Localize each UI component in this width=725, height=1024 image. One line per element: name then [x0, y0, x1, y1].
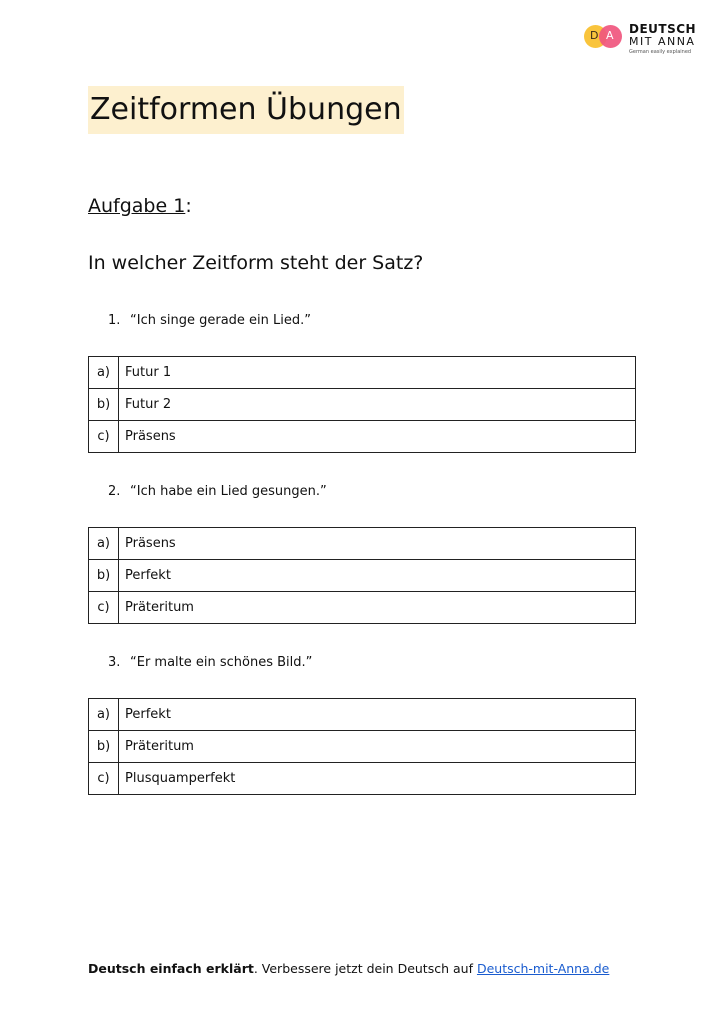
- option-letter: c): [89, 763, 119, 795]
- brand-logo: [584, 22, 704, 58]
- logo-brand-line1: DEUTSCH: [629, 22, 697, 36]
- option-letter: b): [89, 389, 119, 421]
- option-letter: c): [89, 421, 119, 453]
- options-table-3: [88, 698, 636, 795]
- task-heading: [88, 193, 192, 219]
- logo-tagline: German easily explained: [629, 49, 692, 55]
- page-footer: [88, 960, 609, 978]
- exercise-item-2: [108, 483, 327, 501]
- option-row[interactable]: [89, 560, 636, 592]
- item-number: 1.: [108, 313, 121, 328]
- item-number: 2.: [108, 484, 121, 499]
- option-letter: b): [89, 731, 119, 763]
- option-row[interactable]: [89, 421, 636, 453]
- option-row[interactable]: [89, 357, 636, 389]
- task-heading-colon: :: [185, 195, 192, 217]
- logo-brand-line2: MIT ANNA: [629, 35, 696, 48]
- option-text: Futur 2: [119, 389, 636, 421]
- option-row[interactable]: [89, 731, 636, 763]
- page-title: Zeitformen Übungen: [88, 86, 404, 134]
- option-row[interactable]: [89, 592, 636, 624]
- item-number: 3.: [108, 655, 121, 670]
- option-row[interactable]: [89, 699, 636, 731]
- logo-letter-a: A: [606, 29, 614, 42]
- option-letter: a): [89, 528, 119, 560]
- option-text: Perfekt: [119, 699, 636, 731]
- option-row[interactable]: [89, 389, 636, 421]
- option-letter: c): [89, 592, 119, 624]
- options-table-2: [88, 527, 636, 624]
- option-letter: a): [89, 357, 119, 389]
- option-text: Präteritum: [119, 592, 636, 624]
- option-letter: a): [89, 699, 119, 731]
- exercise-item-1: [108, 312, 311, 330]
- option-text: Präteritum: [119, 731, 636, 763]
- option-text: Plusquamperfekt: [119, 763, 636, 795]
- item-sentence: “Ich habe ein Lied gesungen.”: [130, 484, 327, 499]
- option-letter: b): [89, 560, 119, 592]
- option-text: Präsens: [119, 528, 636, 560]
- item-sentence: “Er malte ein schönes Bild.”: [130, 655, 313, 670]
- footer-website-link[interactable]: Deutsch-mit-Anna.de: [476, 961, 610, 976]
- task-question: In welcher Zeitform steht der Satz?: [88, 252, 424, 274]
- item-sentence: “Ich singe gerade ein Lied.”: [130, 313, 311, 328]
- option-row[interactable]: [89, 528, 636, 560]
- logo-letter-d: D: [590, 29, 599, 42]
- option-row[interactable]: [89, 763, 636, 795]
- task-heading-label: Aufgabe 1: [88, 195, 186, 217]
- exercise-item-3: [108, 654, 312, 672]
- option-text: Futur 1: [119, 357, 636, 389]
- option-text: Präsens: [119, 421, 636, 453]
- options-table-1: [88, 356, 636, 453]
- footer-bold-text: Deutsch einfach erklärt: [88, 961, 254, 976]
- option-text: Perfekt: [119, 560, 636, 592]
- footer-text: . Verbessere jetzt dein Deutsch auf: [253, 961, 477, 976]
